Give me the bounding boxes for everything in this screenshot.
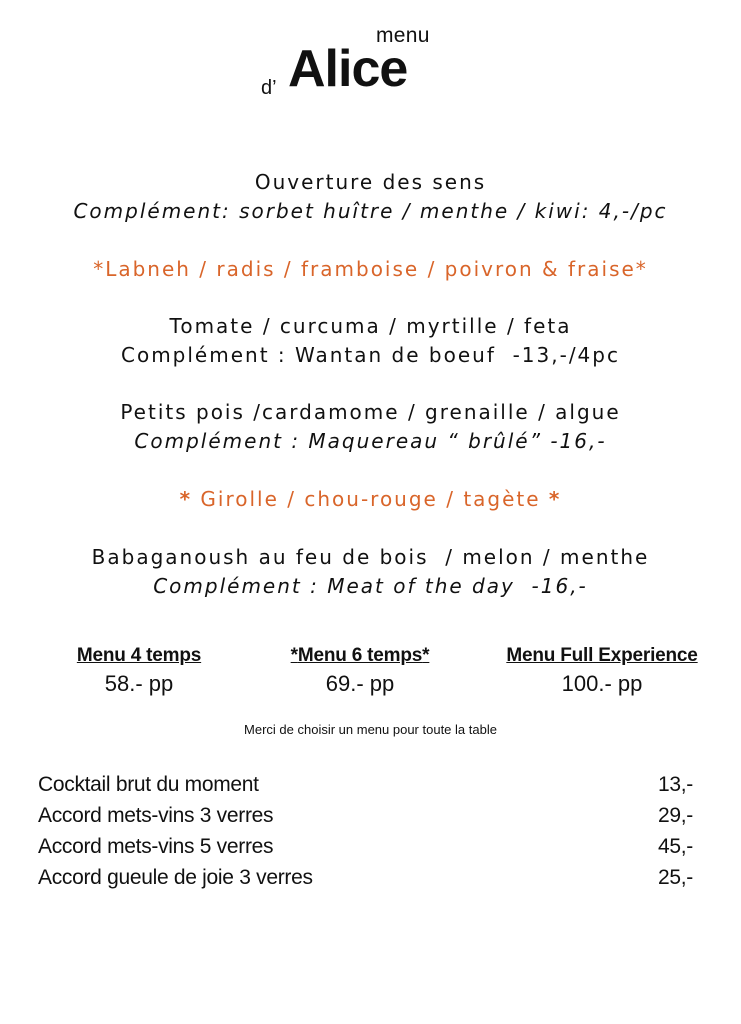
course-title-line — [0, 485, 741, 514]
drink-price: 29,- — [658, 804, 693, 827]
course-complement: Complément : Maquereau “ brûlé” -16,- — [134, 429, 607, 453]
list-item — [38, 866, 693, 897]
course-complement: Complément : Meat of the day -16,- — [153, 574, 588, 598]
course-1 — [0, 168, 741, 226]
drink-price: 13,- — [658, 773, 693, 796]
logo-menu-word: menu — [376, 24, 430, 47]
course-4 — [0, 398, 741, 456]
menu-option-6-temps — [262, 645, 458, 697]
list-item — [38, 835, 693, 866]
menu-option-full-experience — [486, 645, 718, 697]
drink-label: Cocktail brut du moment — [38, 773, 259, 796]
course-2 — [0, 255, 741, 284]
drink-label: Accord mets-vins 5 verres — [38, 835, 274, 858]
logo-d-word: d’ — [261, 77, 277, 99]
table-note: Merci de choisir un menu pour toute la table — [244, 722, 497, 737]
star-mark: * — [422, 645, 430, 666]
drink-price: 45,- — [658, 835, 693, 858]
drink-label: Accord mets-vins 3 verres — [38, 804, 274, 827]
course-title: Babaganoush au feu de bois / melon / menthe — [91, 545, 650, 569]
menu-price: 69.- pp — [325, 671, 395, 696]
course-title: *Labneh / radis / framboise / poivron & fraise* — [93, 257, 648, 281]
menu-name-line — [262, 645, 458, 667]
list-item — [38, 804, 693, 835]
course-complement: Complément: sorbet huître / menthe / kiwi: 4,-/pc — [73, 199, 668, 223]
drinks-list — [38, 773, 693, 897]
list-item — [38, 773, 693, 804]
star-mark: * — [179, 487, 193, 511]
course-title: Tomate / curcuma / myrtille / feta — [169, 314, 572, 338]
course-title: Ouverture des sens — [254, 170, 487, 194]
course-complement: Complément : Wantan de boeuf -13,-/4pc — [121, 343, 620, 367]
course-6 — [0, 543, 741, 601]
course-5 — [0, 485, 741, 514]
logo-name: Alice — [288, 40, 408, 98]
menu-name: Menu Full Experience — [506, 645, 698, 666]
course-title: Girolle / chou-rouge / tagète — [192, 487, 549, 511]
star-mark: * — [290, 645, 298, 666]
course-3 — [0, 312, 741, 370]
drink-label: Accord gueule de joie 3 verres — [38, 866, 313, 889]
logo — [256, 22, 456, 102]
star-mark: * — [548, 487, 562, 511]
menu-price: 58.- pp — [104, 671, 174, 696]
menu-options — [0, 645, 741, 705]
menu-name: Menu 4 temps — [76, 645, 202, 666]
course-title: Petits pois /cardamome / grenaille / algue — [120, 400, 621, 424]
menu-option-4-temps — [50, 645, 228, 697]
menu-price: 100.- pp — [561, 671, 643, 696]
drink-price: 25,- — [658, 866, 693, 889]
menu-name: Menu 6 temps — [297, 645, 423, 666]
